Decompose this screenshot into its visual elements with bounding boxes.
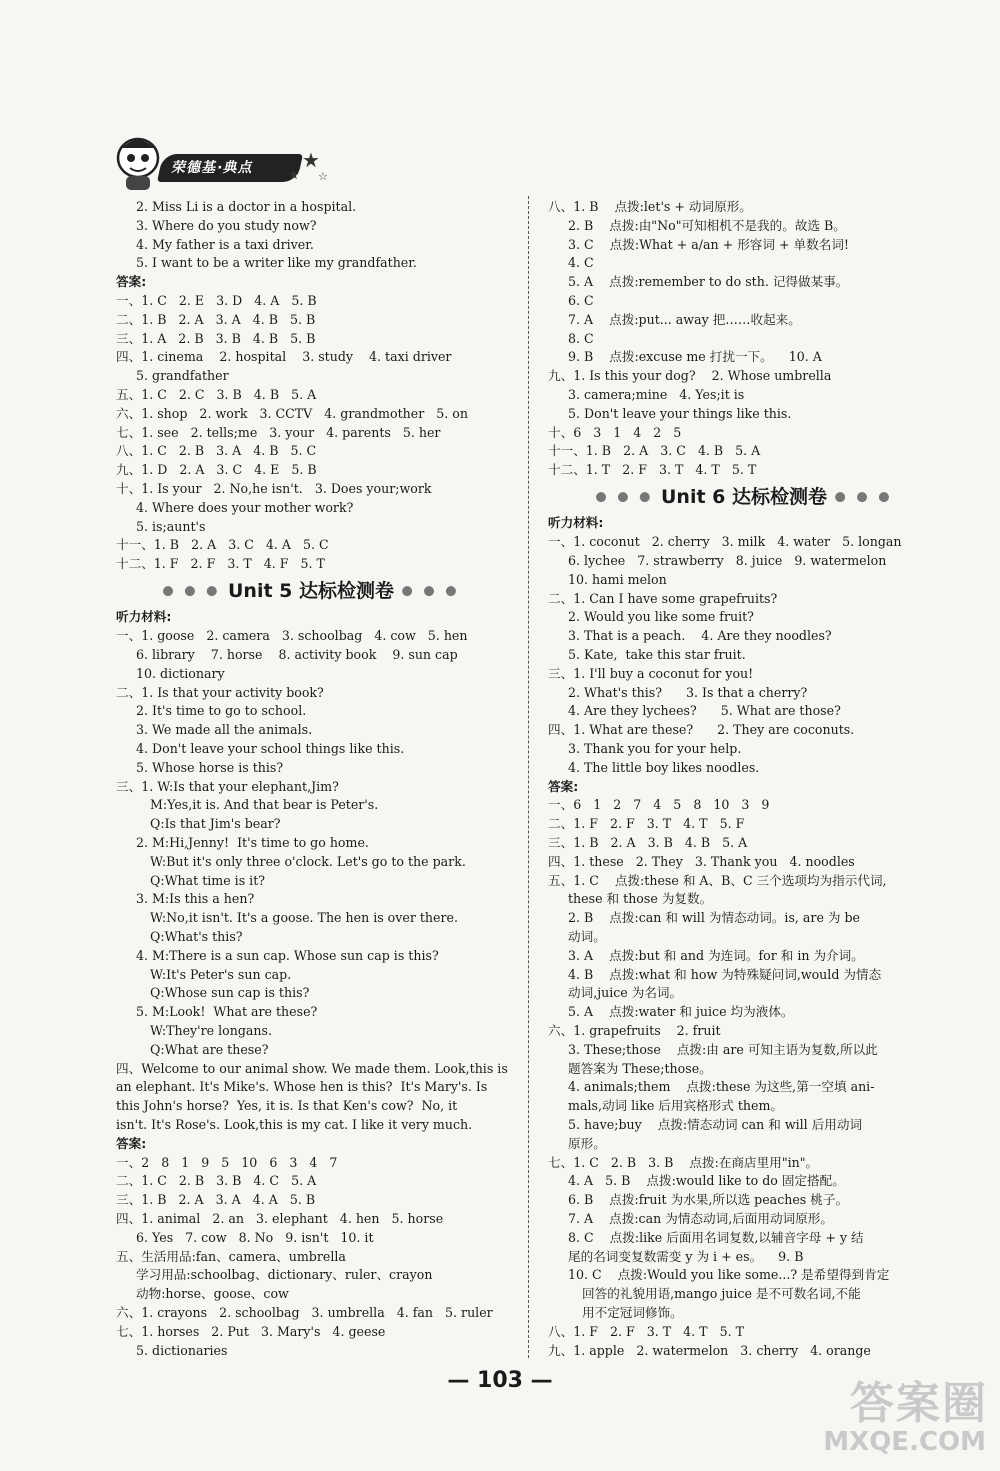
text-line: 三、1. B 2. A 3. A 4. A 5. B <box>116 1192 316 1208</box>
text-line: 2. M:Hi,Jenny! It's time to go home. <box>136 835 369 850</box>
text-line: 4. My father is a taxi driver. <box>136 236 314 252</box>
column-divider <box>528 196 529 1358</box>
bullet-dots-icon: ● ● ● <box>394 583 460 599</box>
text-line: Q:Whose sun cap is this? <box>150 985 310 1001</box>
text-line: W:It's Peter's sun cap. <box>150 966 292 982</box>
text-line: 四、1. What are these? 2. They are coconuts. <box>548 722 855 738</box>
text-line: 2. Would you like some fruit? <box>568 609 754 625</box>
text-line: 5. A 点拨:water 和 juice 均为液体。 <box>568 1004 794 1020</box>
unit-heading <box>548 482 940 513</box>
text-line: 用不定冠词修饰。 <box>582 1304 683 1320</box>
text-line: 十二、1. T 2. F 3. T 4. T 5. T <box>548 462 757 478</box>
text-line: 学习用品:schoolbag、dictionary、ruler、crayon <box>136 1267 433 1283</box>
logo-badge: 荣德基·典点 <box>157 154 303 182</box>
text-line: 5. A 点拨:remember to do sth. 记得做某事。 <box>568 274 849 290</box>
text-line: 动词。 <box>568 928 606 944</box>
text-line: 四、1. these 2. They 3. Thank you 4. noodles <box>548 853 855 869</box>
text-line: 4. C <box>568 255 594 271</box>
watermark-url: MXQE.COM <box>823 1427 986 1457</box>
text-line: 3. camera;mine 4. Yes;it is <box>568 386 745 402</box>
text-line: Q:What time is it? <box>150 872 266 888</box>
text-line: 2. B 点拨:由"No"可知相机不是我的。故选 B。 <box>568 217 846 233</box>
text-line: 7. A 点拨:can 为情态动词,后面用动词原形。 <box>568 1210 833 1226</box>
section-label: 答案: <box>548 778 579 794</box>
text-line: 4. The little boy likes noodles. <box>568 759 760 775</box>
bullet-dots-icon: ● ● ● <box>162 583 228 599</box>
text-line: 动词,juice 为名词。 <box>568 985 683 1001</box>
text-line: 四、Welcome to our animal show. We made them. Look,this is <box>116 1060 508 1076</box>
text-line: 七、1. C 2. B 3. B 点拨:在商店里用"in"。 <box>548 1154 819 1170</box>
text-line: 原形。 <box>568 1135 606 1151</box>
text-line: 3. A 点拨:but 和 and 为连词。for 和 in 为介词。 <box>568 947 864 963</box>
text-line: 尾的名词变复数需变 y 为 i + es。 9. B <box>568 1248 804 1264</box>
text-line: 五、1. C 点拨:these 和 A、B、C 三个选项均为指示代词, <box>548 872 887 888</box>
text-line: 六、1. grapefruits 2. fruit <box>548 1022 721 1038</box>
unit-heading-text: Unit 5 达标检测卷 <box>228 579 394 602</box>
star-icon: ★ <box>302 148 320 172</box>
watermark-title: 答案圈 <box>850 1378 988 1429</box>
unit-heading <box>116 576 506 607</box>
unit-heading-text: Unit 6 达标检测卷 <box>661 485 827 508</box>
text-line: 5. Don't leave your things like this. <box>568 405 792 421</box>
left-column <box>116 198 506 1360</box>
text-line: 3. M:Is this a hen? <box>136 891 255 907</box>
text-line: 三、1. I'll buy a coconut for you! <box>548 665 754 681</box>
text-line: 5. Whose horse is this? <box>136 759 284 775</box>
text-line: 二、1. Is that your activity book? <box>116 684 324 700</box>
text-line: 五、1. C 2. C 3. B 4. B 5. A <box>116 386 317 402</box>
text-line: 一、1. coconut 2. cherry 3. milk 4. water 5. longan <box>548 534 902 550</box>
text-line: 5. have;buy 点拨:情态动词 can 和 will 后用动词 <box>568 1116 863 1132</box>
text-line: 3. C 点拨:What + a/an + 形容词 + 单数名词! <box>568 236 849 252</box>
text-line: these 和 those 为复数。 <box>568 891 713 907</box>
text-line: 四、1. cinema 2. hospital 3. study 4. taxi driver <box>116 349 452 365</box>
section-label: 听力材料: <box>548 515 604 531</box>
text-line: 十、6 3 1 4 2 5 <box>548 424 682 440</box>
text-line: 一、6 1 2 7 4 5 8 10 3 9 <box>548 797 770 813</box>
text-line: 一、2 8 1 9 5 10 6 3 4 7 <box>116 1154 338 1170</box>
text-line: 二、1. C 2. B 3. B 4. C 5. A <box>116 1173 317 1189</box>
text-line: 3. That is a peach. 4. Are they noodles? <box>568 628 832 644</box>
text-line: Q:What are these? <box>150 1041 269 1057</box>
text-line: W:But it's only three o'clock. Let's go to the park. <box>150 853 466 869</box>
text-line: 6. library 7. horse 8. activity book 9. sun cap <box>136 647 458 663</box>
text-line: 六、1. shop 2. work 3. CCTV 4. grandmother 5. on <box>116 405 468 421</box>
bullet-dots-icon: ● ● ● <box>595 489 661 505</box>
text-line: 8. C 点拨:like 后面用名词复数,以辅音字母 + y 结 <box>568 1229 864 1245</box>
text-line: 9. B 点拨:excuse me 打扰一下。 10. A <box>568 349 822 365</box>
text-line: 4. animals;them 点拨:these 为这些,第一空填 ani- <box>568 1079 875 1095</box>
text-line: this John's horse? Yes, it is. Is that Ken's cow? No, it <box>116 1098 458 1114</box>
text-line: 5. I want to be a writer like my grandfather. <box>136 255 417 271</box>
star-icon: ★ <box>288 168 300 183</box>
text-line: 3. Thank you for your help. <box>568 741 742 757</box>
text-line: 2. It's time to go to school. <box>136 703 307 719</box>
text-line: 10. C 点拨:Would you like some...? 是希望得到肯定 <box>568 1267 890 1283</box>
text-line: 4. Don't leave your school things like this. <box>136 741 405 757</box>
text-line: 6. Yes 7. cow 8. No 9. isn't 10. it <box>136 1229 374 1245</box>
text-line: 2. Miss Li is a doctor in a hospital. <box>136 199 357 214</box>
text-line: 6. C <box>568 292 594 308</box>
text-line: 5. Kate, take this star fruit. <box>568 647 746 663</box>
text-line: W:No,it isn't. It's a goose. The hen is over there. <box>150 910 458 926</box>
text-line: 5. dictionaries <box>136 1342 228 1358</box>
section-label: 答案: <box>116 274 147 290</box>
text-line: 5. M:Look! What are these? <box>136 1004 318 1020</box>
text-line: 6. B 点拨:fruit 为水果,所以选 peaches 桃子。 <box>568 1192 849 1208</box>
text-line: mals,动词 like 后用宾格形式 them。 <box>568 1098 784 1114</box>
star-icon: ☆ <box>318 170 328 183</box>
section-label: 听力材料: <box>116 609 172 625</box>
text-line: isn't. It's Rose's. Look,this is my cat. I like it very much. <box>116 1116 473 1132</box>
text-line: 五、生活用品:fan、camera、umbrella <box>116 1248 346 1264</box>
text-line: 十二、1. F 2. F 3. T 4. F 5. T <box>116 556 325 572</box>
text-line: 八、1. B 点拨:let's + 动词原形。 <box>548 199 752 214</box>
text-line: 四、1. animal 2. an 3. elephant 4. hen 5. horse <box>116 1210 444 1226</box>
text-line: 3. We made all the animals. <box>136 722 313 738</box>
text-line: 二、1. F 2. F 3. T 4. T 5. F <box>548 816 745 832</box>
text-line: 8. C <box>568 330 594 346</box>
text-line: 10. dictionary <box>136 665 225 681</box>
text-line: 三、1. A 2. B 3. B 4. B 5. B <box>116 330 316 346</box>
text-line: 七、1. see 2. tells;me 3. your 4. parents 5. her <box>116 424 441 440</box>
text-line: 三、1. W:Is that your elephant,Jim? <box>116 778 339 794</box>
text-line: 4. Are they lychees? 5. What are those? <box>568 703 841 719</box>
watermark <box>806 1363 996 1463</box>
text-line: 6. lychee 7. strawberry 8. juice 9. watermelon <box>568 553 887 569</box>
brand-logo <box>106 130 336 194</box>
text-line: 10. hami melon <box>568 571 667 587</box>
text-line: an elephant. It's Mike's. Whose hen is this? It's Mary's. Is <box>116 1079 488 1095</box>
text-line: 5. is;aunt's <box>136 518 206 534</box>
text-line: W:They're longans. <box>150 1022 272 1038</box>
text-line: 5. grandfather <box>136 368 229 384</box>
text-line: 4. A 5. B 点拨:would like to do 固定搭配。 <box>568 1173 845 1189</box>
text-line: 一、1. C 2. E 3. D 4. A 5. B <box>116 292 317 308</box>
text-line: 十、1. Is your 2. No,he isn't. 3. Does your;work <box>116 480 432 496</box>
text-line: 八、1. F 2. F 3. T 4. T 5. T <box>548 1323 744 1339</box>
text-line: 八、1. C 2. B 3. A 4. B 5. C <box>116 443 317 459</box>
text-line: 3. These;those 点拨:由 are 可知主语为复数,所以此 <box>568 1041 878 1057</box>
text-line: 回答的礼貌用语,mango juice 是不可数名词,不能 <box>582 1286 861 1302</box>
text-line: 六、1. crayons 2. schoolbag 3. umbrella 4. fan 5. ruler <box>116 1304 493 1320</box>
text-line: 九、1. apple 2. watermelon 3. cherry 4. orange <box>548 1342 871 1358</box>
text-line: 十一、1. B 2. A 3. C 4. A 5. C <box>116 537 329 553</box>
text-line: 4. B 点拨:what 和 how 为特殊疑问词,would 为情态 <box>568 966 882 982</box>
text-line: 七、1. horses 2. Put 3. Mary's 4. geese <box>116 1323 386 1339</box>
text-line: 九、1. Is this your dog? 2. Whose umbrella <box>548 368 832 384</box>
text-line: 7. A 点拨:put... away 把……收起来。 <box>568 311 801 327</box>
mascot-icon <box>110 134 166 192</box>
text-line: 二、1. B 2. A 3. A 4. B 5. B <box>116 311 316 327</box>
text-line: 3. Where do you study now? <box>136 217 317 233</box>
text-line: 十一、1. B 2. A 3. C 4. B 5. A <box>548 443 761 459</box>
text-line: 一、1. goose 2. camera 3. schoolbag 4. cow 5. hen <box>116 628 468 644</box>
text-line: Q:Is that Jim's bear? <box>150 816 281 832</box>
page-number: — 103 — <box>447 1368 553 1393</box>
text-line: 4. M:There is a sun cap. Whose sun cap is this? <box>136 947 439 963</box>
section-label: 答案: <box>116 1135 147 1151</box>
text-line: 4. Where does your mother work? <box>136 499 354 515</box>
text-line: 动物:horse、goose、cow <box>136 1286 289 1302</box>
text-line: 2. What's this? 3. Is that a cherry? <box>568 684 808 700</box>
text-line: 三、1. B 2. A 3. B 4. B 5. A <box>548 835 748 850</box>
text-line: 九、1. D 2. A 3. C 4. E 5. B <box>116 462 317 478</box>
text-line: M:Yes,it is. And that bear is Peter's. <box>150 797 379 813</box>
text-line: 2. B 点拨:can 和 will 为情态动词。is, are 为 be <box>568 910 861 926</box>
right-column <box>548 198 940 1360</box>
text-line: 二、1. Can I have some grapefruits? <box>548 590 778 606</box>
text-line: Q:What's this? <box>150 928 243 944</box>
bullet-dots-icon: ● ● ● <box>827 489 893 505</box>
text-line: 题答案为 These;those。 <box>568 1060 712 1076</box>
